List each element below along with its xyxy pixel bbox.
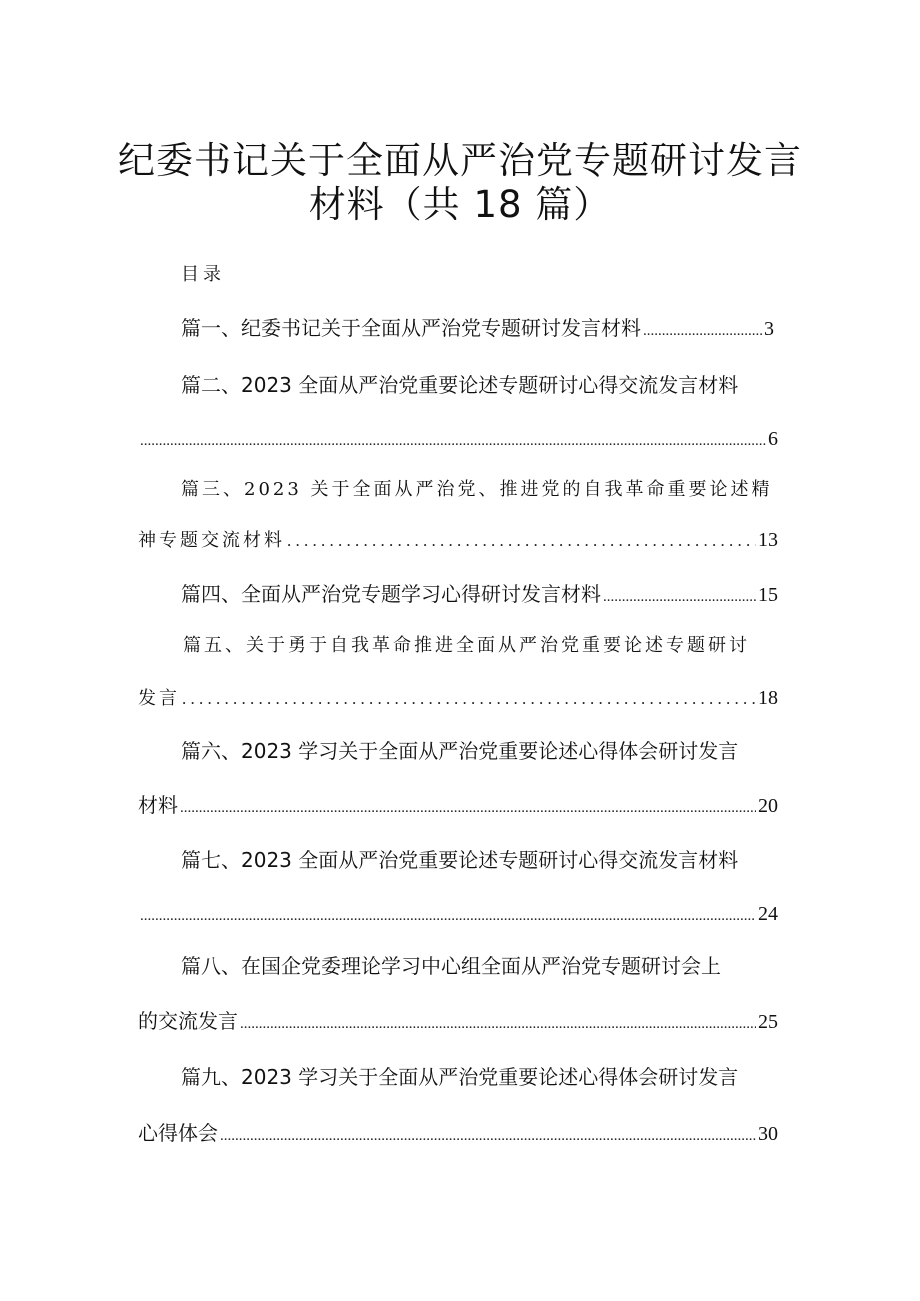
toc-entry-9[interactable] bbox=[181, 1063, 738, 1091]
toc-entry-3[interactable] bbox=[181, 476, 773, 504]
toc-leader bbox=[603, 580, 756, 611]
toc-entry-6-continuation[interactable] bbox=[138, 791, 778, 822]
toc-entry-8-title: 篇八、在国企党委理论学习中心组全面从严治党专题研讨会上 bbox=[181, 954, 721, 978]
toc-leader bbox=[240, 1007, 756, 1038]
toc-entry-8[interactable] bbox=[181, 952, 721, 980]
toc-leader bbox=[182, 683, 756, 713]
toc-entry-7-continuation[interactable] bbox=[138, 899, 778, 930]
toc-entry-5-page: 18 bbox=[758, 687, 778, 709]
toc-entry-9-page: 30 bbox=[758, 1123, 778, 1145]
toc-leader bbox=[643, 314, 762, 345]
toc-entry-7-page: 24 bbox=[758, 903, 778, 925]
document-title-line-1: 纪委书记关于全面从严治党专题研讨发言 bbox=[118, 139, 802, 182]
toc-entry-1-page: 3 bbox=[764, 318, 774, 340]
toc-leader bbox=[140, 899, 756, 930]
toc-entry-3-page: 13 bbox=[758, 529, 778, 551]
toc-entry-1[interactable] bbox=[181, 314, 774, 345]
toc-entry-6-page: 20 bbox=[758, 795, 778, 817]
toc-entry-2-page: 6 bbox=[768, 428, 778, 450]
toc-heading: 目录 bbox=[181, 264, 225, 285]
toc-entry-2-continuation[interactable] bbox=[138, 424, 778, 455]
document-title-line-2: 材料（共 18 篇） bbox=[308, 183, 612, 226]
toc-entry-9-title: 篇九、2023 学习关于全面从严治党重要论述心得体会研讨发言 bbox=[181, 1065, 739, 1089]
toc-entry-6-title-cont: 材料 bbox=[138, 793, 178, 817]
toc-entry-3-title: 篇三、2023 关于全面从严治党、推进党的自我革命重要论述精 bbox=[181, 479, 773, 500]
toc-entry-5-title-cont: 发言 bbox=[138, 688, 180, 709]
toc-entry-9-continuation[interactable] bbox=[138, 1119, 778, 1150]
toc-entry-2[interactable] bbox=[181, 371, 738, 399]
toc-entry-2-title: 篇二、2023 全面从严治党重要论述专题研讨心得交流发言材料 bbox=[181, 373, 739, 397]
toc-leader bbox=[180, 791, 756, 822]
toc-entry-8-page: 25 bbox=[758, 1011, 778, 1033]
toc-entry-6[interactable] bbox=[181, 737, 738, 765]
toc-entry-5-title: 篇五、关于勇于自我革命推进全面从严治党重要论述专题研讨 bbox=[183, 635, 750, 656]
toc-leader bbox=[287, 525, 756, 555]
toc-entry-5-continuation[interactable] bbox=[138, 683, 778, 713]
toc-entry-7[interactable] bbox=[181, 846, 738, 874]
toc-entry-4[interactable] bbox=[181, 580, 778, 611]
toc-entry-3-title-cont: 神专题交流材料 bbox=[138, 530, 285, 551]
toc-leader bbox=[220, 1119, 756, 1150]
toc-entry-1-title: 篇一、纪委书记关于全面从严治党专题研讨发言材料 bbox=[181, 316, 641, 340]
toc-entry-4-title: 篇四、全面从严治党专题学习心得研讨发言材料 bbox=[181, 582, 601, 606]
toc-entry-9-title-cont: 心得体会 bbox=[138, 1121, 218, 1145]
toc-entry-5[interactable] bbox=[183, 632, 750, 660]
toc-entry-6-title: 篇六、2023 学习关于全面从严治党重要论述心得体会研讨发言 bbox=[181, 739, 739, 763]
toc-entry-4-page: 15 bbox=[758, 584, 778, 606]
toc-entry-8-continuation[interactable] bbox=[138, 1007, 778, 1038]
toc-leader bbox=[140, 424, 766, 455]
toc-entry-3-continuation[interactable] bbox=[138, 525, 778, 555]
toc-entry-7-title: 篇七、2023 全面从严治党重要论述专题研讨心得交流发言材料 bbox=[181, 848, 739, 872]
toc-entry-8-title-cont: 的交流发言 bbox=[138, 1009, 238, 1033]
